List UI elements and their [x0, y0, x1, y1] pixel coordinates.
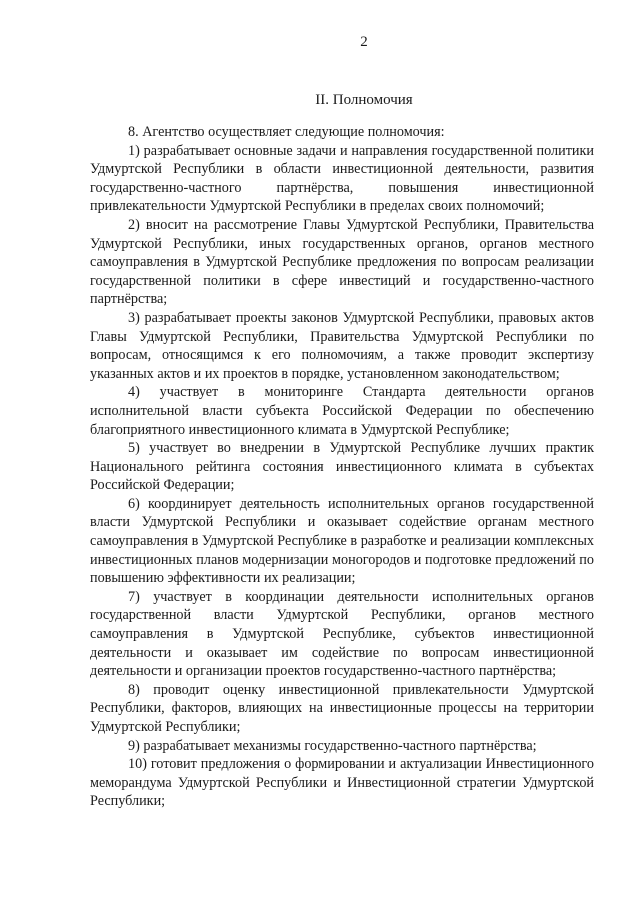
paragraph-item-3: 3) разрабатывает проекты законов Удмуртской Республики, правовых актов Главы Удмуртской Республики, Правительства Удмуртской Республики по вопросам, относящимся к его полномочиям, а также проводит экспертизу указанных актов и их проектов в порядке, установленном законодательством;: [90, 309, 594, 382]
paragraph-item-10: 10) готовит предложения о формировании и актуализации Инвестиционного меморандума Удмуртской Республики и Инвестиционной стратегии Удмуртской Республики;: [90, 756, 594, 810]
paragraph-item-7: 7) участвует в координации деятельности исполнительных органов государственной власти Удмуртской Республики, органов местного самоуправления в Удмуртской Республике, субъектов инвестиционной деятельности и оказывает им содействие по вопросам инвестиционной деятельности и организации проектов государственно-частного партнёрства;: [90, 588, 594, 680]
paragraph-item-5: 5) участвует во внедрении в Удмуртской Республике лучших практик Национального рейтинга состояния инвестиционного климата в субъектах Российской Федерации;: [90, 440, 594, 494]
paragraph-item-8: 8) проводит оценку инвестиционной привлекательности Удмуртской Республики, факторов, влияющих на инвестиционные процессы на территории Удмуртской Республики;: [90, 681, 594, 735]
paragraph-item-4: 4) участвует в мониторинге Стандарта деятельности органов исполнительной власти субъекта Российской Федерации по обеспечению благоприятного инвестиционного климата в Удмуртской Республике;: [90, 384, 594, 438]
paragraph-item-2: 2) вносит на рассмотрение Главы Удмуртской Республики, Правительства Удмуртской Республики, иных государственных органов, органов местного самоуправления в Удмуртской Республике предложения по вопросам реализации государственной политики в сфере инвестиций и государственно-частного партнёрства;: [90, 216, 594, 308]
paragraph-intro: 8. Агентство осуществляет следующие полномочия:: [128, 124, 445, 140]
section-title: II. Полномочия: [315, 92, 413, 108]
body-text: [90, 123, 594, 811]
paragraph-item-1: 1) разрабатывает основные задачи и направления государственной политики Удмуртской Республики в области инвестиционной деятельности, развития государственно-частного партнёрства, повышения инвестиционной привлекательности Удмуртской Республики в пределах своих полномочий;: [90, 142, 594, 215]
paragraph-item-9: 9) разрабатывает механизмы государственно-частного партнёрства;: [128, 737, 537, 754]
page-number: 2: [360, 34, 368, 50]
paragraph-item-6: 6) координирует деятельность исполнительных органов государственной власти Удмуртской Республики и оказывает содействие органам местного самоуправления в Удмуртской Республике в разработке и реализации комплексных инвестиционных планов модернизации моногородов и подготовке предложений по повышению эффективности их реализации;: [90, 495, 594, 587]
